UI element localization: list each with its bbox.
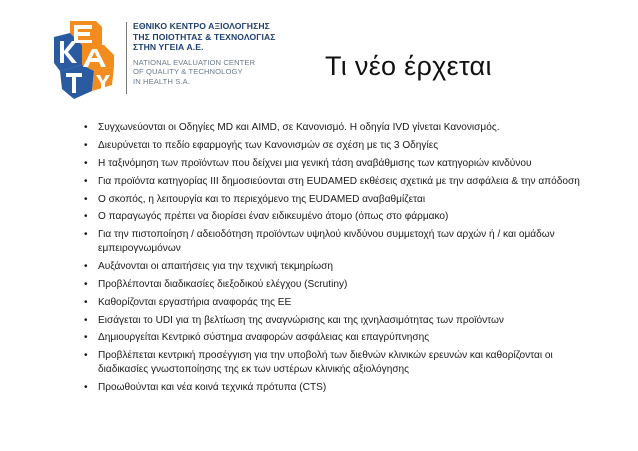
org-name-english-line: IN HEALTH S.A.: [133, 76, 190, 86]
bullet-item: [0, 210, 638, 224]
bullet-item: [0, 228, 638, 255]
bullet-dot: •: [84, 157, 88, 169]
bullet-text: Ο παραγωγός πρέπει να διορίσει έναν ειδικευμένο άτομο (όπως στο φάρμακο): [98, 211, 449, 223]
org-name-english: [133, 58, 323, 87]
bullet-dot: •: [84, 211, 88, 223]
bullet-dot: •: [84, 278, 88, 290]
org-name-greek: [133, 21, 323, 53]
bullet-text: Για προϊόντα κατηγορίας III δημοσιεύονται στη EUDAMED εκθέσεις σχετικά με την ασφάλεια & την απόδοση: [98, 175, 580, 187]
bullet-text: Αυξάνονται οι απαιτήσεις για την τεχνική τεκμηρίωση: [98, 260, 333, 272]
logo-divider: [126, 22, 127, 94]
bullet-item: [0, 314, 638, 328]
bullet-text: Εισάγεται το UDI για τη βελτίωση της αναγνώρισης και της ιχνηλασιμότητας των προϊόντων: [98, 314, 504, 326]
bullet-text: Προβλέπεται κεντρική προσέγγιση για την υποβολή των διεθνών κλινικών ερευνών και καθορίζονται οι διαδικασίες γνωστοποίησης της εκ των υστέρων κλινικής αξιολόγησης: [98, 350, 553, 375]
org-name-greek-line: ΕΘΝΙΚΟ ΚΕΝΤΡΟ ΑΞΙΟΛΟΓΗΣΗΣ: [133, 21, 270, 31]
bullet-dot: •: [84, 122, 88, 133]
org-name-greek-line: ΤΗΣ ΠΟΙΟΤΗΤΑΣ & ΤΕΧΝΟΛΟΓΙΑΣ: [133, 31, 276, 42]
bullet-dot: •: [84, 260, 88, 272]
org-name-greek-line: ΣΤΗΝ ΥΓΕΙΑ Α.Ε.: [133, 42, 204, 53]
bullet-dot: •: [84, 296, 88, 308]
bullet-dot: •: [84, 139, 88, 151]
bullet-item: [0, 139, 638, 153]
slide-title: Τι νέο έρχεται: [325, 51, 492, 81]
bullet-text: Ο σκοπός, η λειτουργία και το περιεχόμενο της EUDAMED αναβαθμίζεται: [98, 193, 426, 205]
organization-name: [133, 21, 323, 87]
bullet-item: [0, 278, 638, 292]
bullet-item: [0, 296, 638, 310]
bullet-item: [0, 331, 638, 345]
bullet-dot: •: [84, 314, 88, 326]
bullet-dot: •: [84, 193, 88, 205]
bullet-text: Προωθούνται και νέα κοινά τεχνικά πρότυπα (CTS): [98, 381, 327, 393]
bullet-dot: •: [84, 332, 88, 344]
bullet-text: Προβλέπονται διαδικασίες διεξοδικού ελέγχου (Scrutiny): [98, 278, 348, 290]
bullet-text: Συγχωνεύονται οι Οδηγίες MD και AIMD, σε Κανονισμό. Η οδηγία IVD γίνεται Κανονισμός.: [98, 122, 500, 133]
bullet-dot: •: [84, 350, 88, 362]
ekapty-logo-icon: [52, 19, 118, 101]
bullet-item: [0, 175, 638, 189]
bullet-dot: •: [84, 381, 88, 393]
bullet-item: [0, 193, 638, 207]
org-name-english-line: NATIONAL EVALUATION CENTER: [133, 57, 256, 67]
bullet-text: Για την πιστοποίηση / αδειοδότηση προϊόντων υψηλού κινδύνου συμμετοχή των αρχών ή / και ομάδων εμπειρογνωμόνων: [98, 229, 555, 254]
bullet-dot: •: [84, 229, 88, 241]
bullet-list: [0, 121, 638, 399]
bullet-item: [0, 381, 638, 395]
bullet-text: Καθορίζονται εργαστήρια αναφοράς της ΕΕ: [98, 296, 292, 308]
bullet-dot: •: [84, 175, 88, 187]
bullet-text: Διευρύνεται το πεδίο εφαρμογής των Κανονισμών σε σχέση με τις 3 Οδηγίες: [98, 139, 439, 151]
bullet-text: Η ταξινόμηση των προϊόντων που δείχνει μια γενική τάση αναβάθμισης των κατηγοριών κινδύνου: [98, 157, 532, 169]
org-name-english-line: OF QUALITY & TECHNOLOGY: [133, 67, 243, 77]
bullet-item: [0, 260, 638, 274]
bullet-item: [0, 157, 638, 171]
bullet-item: [0, 349, 638, 376]
bullet-item: [0, 121, 638, 135]
bullet-text: Δημιουργείται Κεντρικό σύστημα αναφορών ασφάλειας και επαγρύπνησης: [98, 332, 430, 344]
